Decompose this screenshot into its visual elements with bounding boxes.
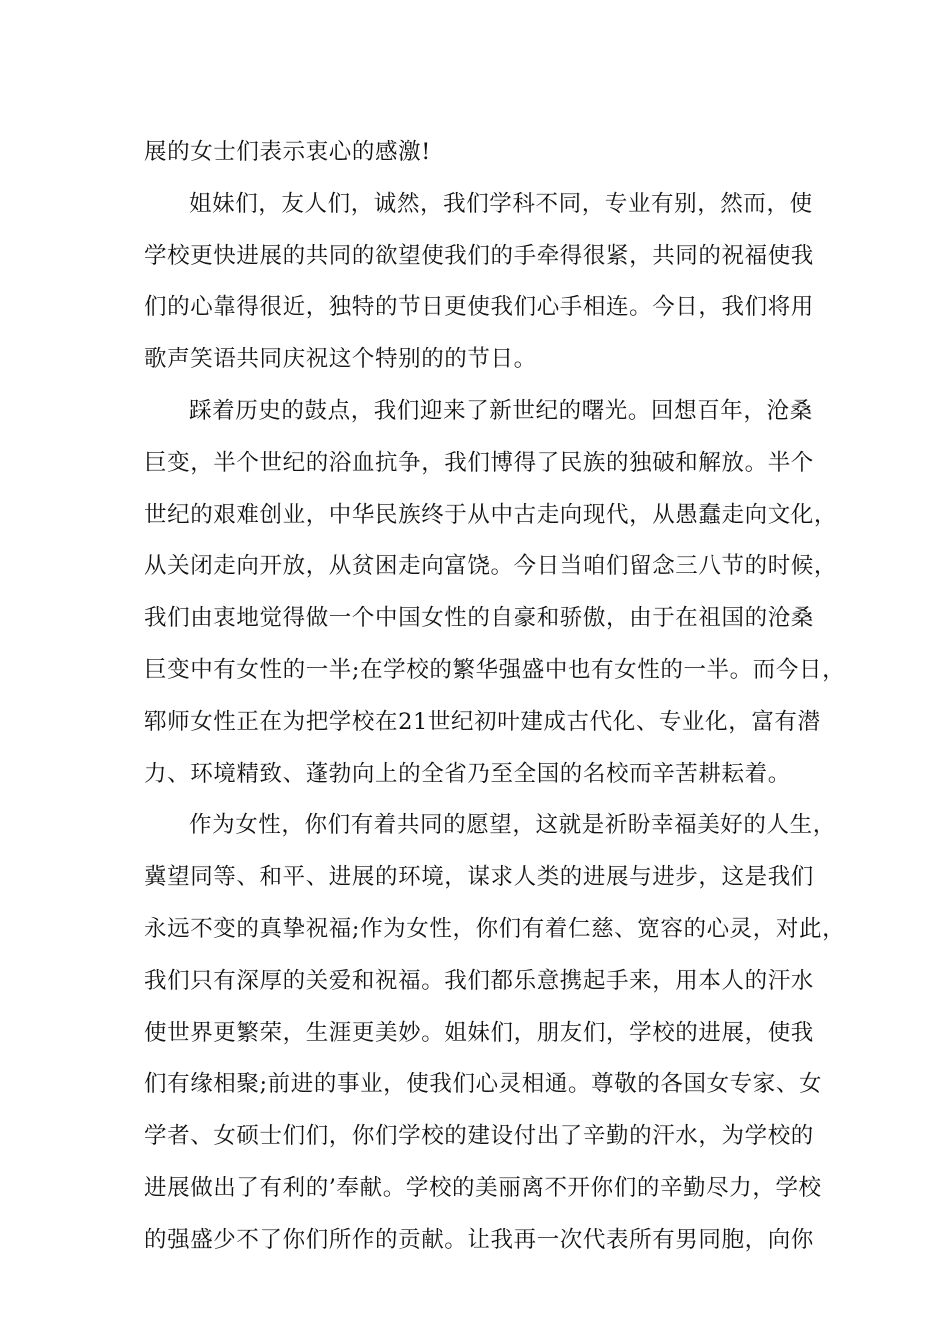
text-line: 力、环境精致、蓬勃向上的全省乃至全国的名校而辛苦耕耘着。 [144,760,791,787]
text-line: 使世界更繁荣，生涯更美妙。姐妹们，朋友们，学校的进展，使我 [144,1019,814,1046]
text-line: 进展做出了有利的’奉献。学校的美丽离不开你们的辛勤尽力，学校 [144,1174,822,1201]
text-line: 郓师女性正在为把学校在21世纪初叶建成古代化、专业化，富有潜 [144,708,821,735]
body-text [144,127,846,1267]
text-line: 我们只有深厚的关爱和祝福。我们都乐意携起手来，用本人的汗水 [144,967,814,994]
text-line: 展的女士们表示衷心的感激! [144,139,431,165]
paragraph-first-line: 踩着历史的鼓点，我们迎来了新世纪的曙光。回想百年，沧桑 [189,397,813,424]
text-line: 学校更快进展的共同的欲望使我们的手牵得很紧，共同的祝福使我 [144,242,814,269]
paragraph-first-line: 姐妹们，友人们，诚然，我们学科不同，专业有别，然而，使 [189,190,813,217]
text-line: 永远不变的真挚祝福;作为女性，你们有着仁慈、宽容的心灵，对此， [144,915,846,942]
text-line: 的强盛少不了你们所作的贡献。让我再一次代表所有男同胞，向你 [144,1226,814,1253]
text-line: 世纪的艰难创业，中华民族终于从中古走向现代，从愚蠢走向文化， [144,501,838,528]
text-line: 冀望同等、和平、进展的环境，谋求人类的进展与进步，这是我们 [144,864,814,891]
text-line: 巨变中有女性的一半;在学校的繁华强盛中也有女性的一半。而今日， [144,656,846,683]
text-line: 们有缘相聚;前进的事业，使我们心灵相通。尊敬的各国女专家、女 [144,1071,823,1098]
text-line: 我们由衷地觉得做一个中国女性的自豪和骄傲，由于在祖国的沧桑 [144,605,814,632]
text-line: 从关闭走向开放，从贫困走向富饶。今日当咱们留念三八节的时候， [144,553,838,580]
text-line: 们的心靠得很近，独特的节日更使我们心手相连。今日，我们将用 [144,294,814,321]
text-line: 巨变，半个世纪的浴血抗争，我们博得了民族的独破和解放。半个 [144,449,814,476]
paragraph-first-line: 作为女性，你们有着共同的愿望，这就是祈盼幸福美好的人生， [189,812,836,839]
text-line: 歌声笑语共同庆祝这个特别的的节日。 [144,346,537,373]
text-line: 学者、女硕士们们，你们学校的建设付出了辛勤的汗水，为学校的 [144,1123,814,1150]
